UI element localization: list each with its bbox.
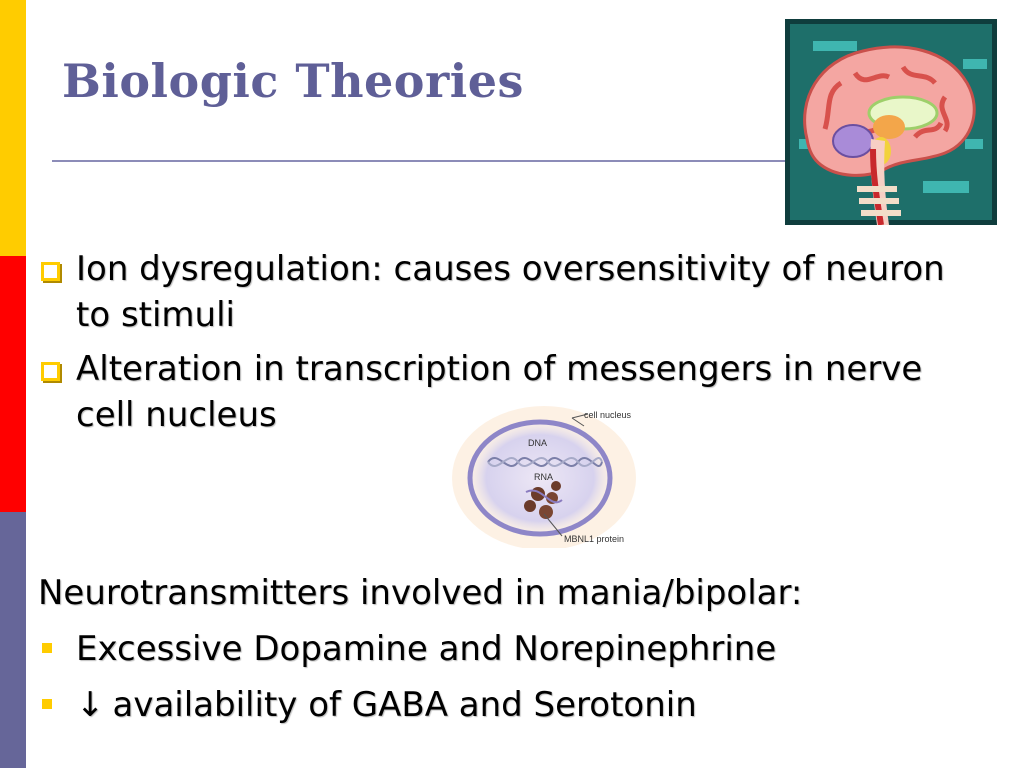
square-bullet-icon	[41, 362, 60, 381]
label-rna: RNA	[534, 472, 554, 482]
label-dna: DNA	[528, 438, 548, 448]
list-item	[38, 246, 978, 338]
label-protein: MBNL1 protein	[564, 534, 625, 544]
square-bullet-icon	[42, 699, 52, 709]
slide-title: Biologic Theories	[62, 54, 524, 108]
brain-icon	[785, 19, 997, 225]
accent-stripe-red	[0, 256, 26, 512]
label-cell-nucleus: cell nucleus	[584, 410, 632, 420]
title-divider	[52, 160, 792, 162]
list-item	[38, 682, 978, 728]
item-text: availability of GABA and Serotonin	[112, 685, 697, 725]
neurotransmitters-heading: Neurotransmitters involved in mania/bipolar:	[38, 573, 803, 613]
neurotransmitter-list	[38, 626, 978, 738]
accent-stripe-yellow	[0, 0, 26, 256]
item-text: Excessive Dopamine and Norepinephrine	[76, 629, 777, 669]
bullet-text: Alteration in transcription of messengers in nerve cell nucleus	[76, 349, 923, 435]
down-arrow-icon: ↓	[76, 685, 105, 725]
list-item	[38, 626, 978, 672]
bullet-text: Ion dysregulation: causes oversensitivity of neuron to stimuli	[76, 249, 945, 335]
square-bullet-icon	[41, 262, 60, 281]
square-bullet-icon	[42, 643, 52, 653]
cell-nucleus-diagram	[452, 400, 640, 548]
accent-stripe-blue	[0, 512, 26, 768]
